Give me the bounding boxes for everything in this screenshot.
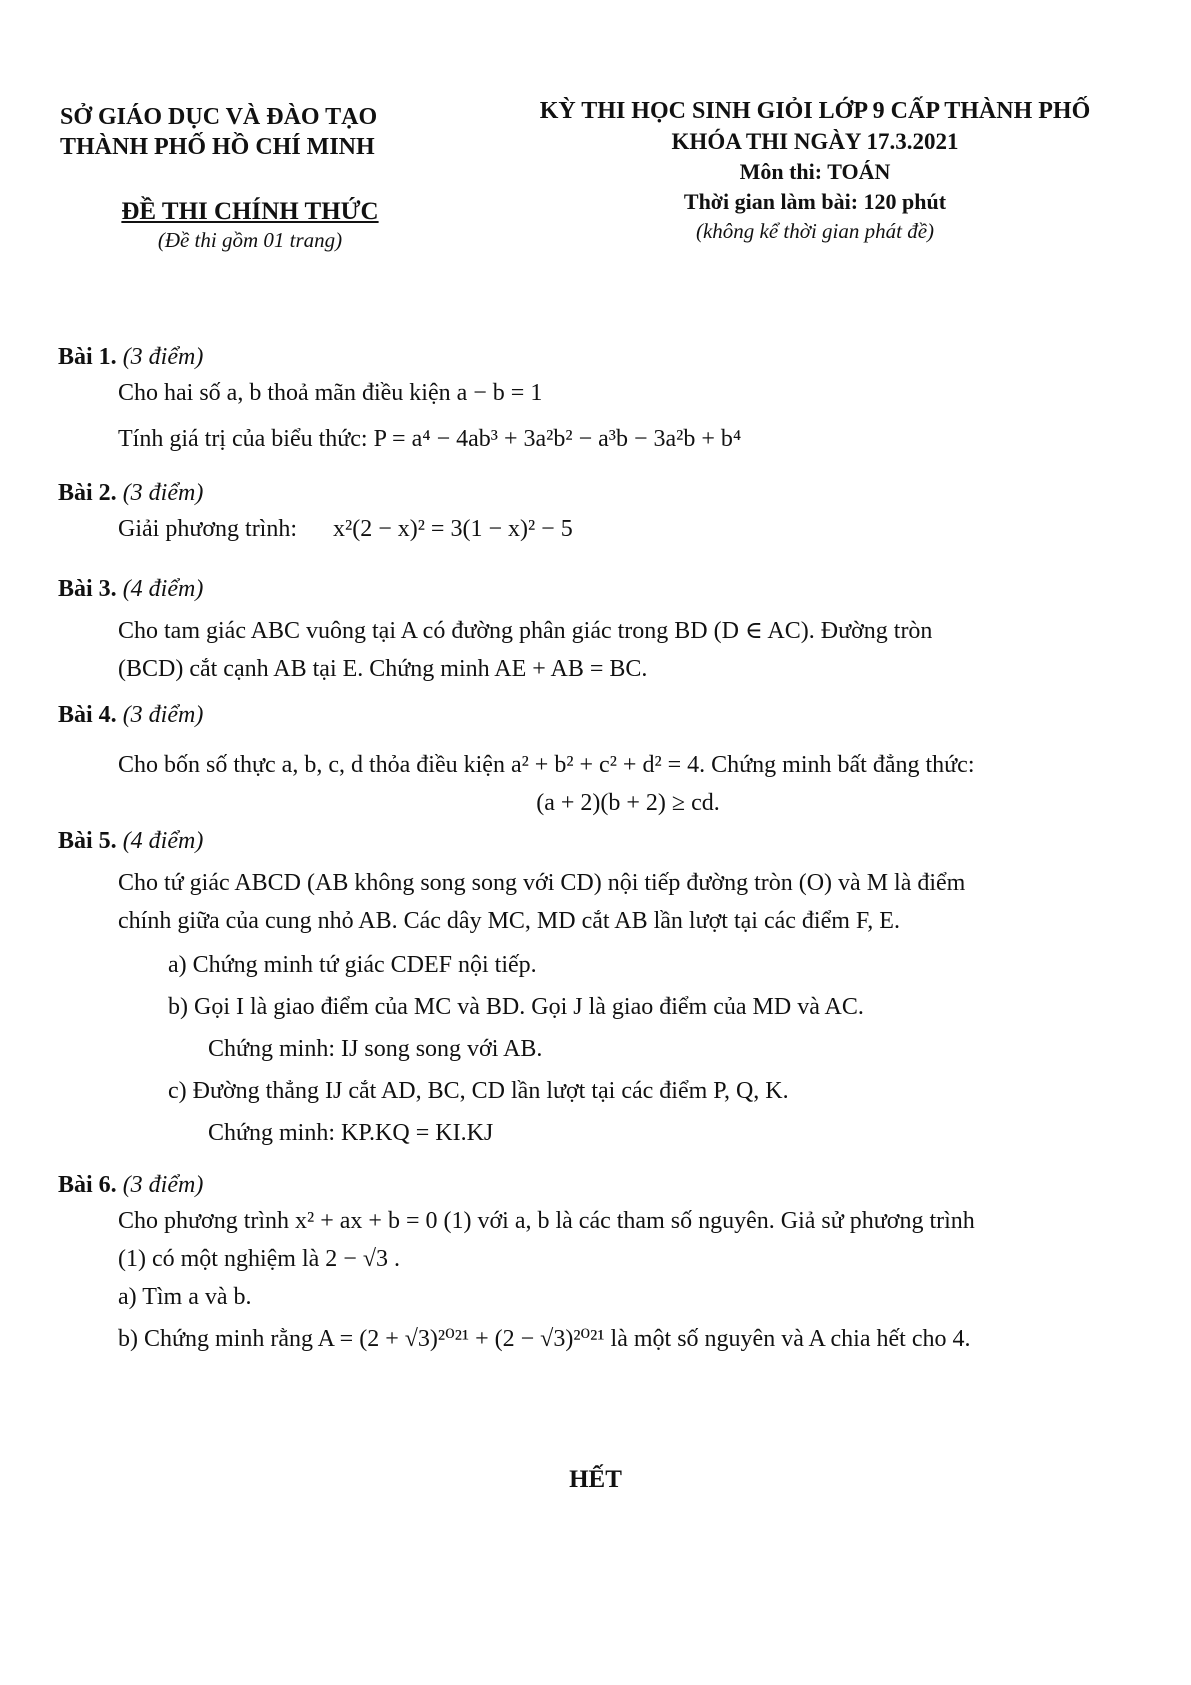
problem-points: (3 điểm) [122, 702, 204, 728]
problem-part-b-claim: Chứng minh: IJ song song với AB. [208, 1036, 543, 1062]
problem-1 [58, 340, 1138, 458]
problem-points: (3 điểm) [122, 1172, 204, 1198]
exam-header [500, 96, 1130, 245]
department-header [60, 102, 440, 162]
problem-6 [58, 1168, 1138, 1358]
problem-text: Tính giá trị của biểu thức: P = a⁴ − 4ab³ + 3a²b² − a³b − 3a²b + b⁴ [118, 426, 742, 452]
problem-title [58, 824, 1138, 858]
end-marker: HẾT [569, 1466, 622, 1493]
problem-part-b: b) Chứng minh rằng A = (2 + √3)²⁰²¹ + (2 − √3)²⁰²¹ là một số nguyên và A chia hết cho 4. [118, 1326, 971, 1352]
exam-duration: Thời gian làm bài: 120 phút [683, 189, 947, 214]
problem-title [58, 1168, 1138, 1202]
problem-label: Bài 4. [58, 702, 117, 728]
official-exam-note: (Đề thi gồm 01 trang) [157, 228, 343, 252]
problem-text: Cho hai số a, b thoả mãn điều kiện a − b = 1 [118, 380, 543, 406]
problem-3 [58, 572, 1138, 688]
problem-title [58, 476, 1138, 510]
problem-points: (3 điểm) [122, 480, 204, 506]
problem-points: (3 điểm) [122, 344, 204, 370]
exam-subject: Môn thi: TOÁN [739, 159, 891, 184]
problem-part-b: b) Gọi I là giao điểm của MC và BD. Gọi J là giao điểm của MD và AC. [168, 994, 864, 1020]
problem-part-c-claim: Chứng minh: KP.KQ = KI.KJ [208, 1120, 494, 1146]
problem-points: (4 điểm) [122, 576, 204, 602]
problem-2 [58, 476, 1138, 548]
problem-list [58, 340, 1138, 1358]
problem-title [58, 340, 1138, 374]
problem-title [58, 572, 1138, 606]
problem-text: Cho bốn số thực a, b, c, d thỏa điều kiện a² + b² + c² + d² = 4. Chứng minh bất đẳng thức: [118, 752, 975, 778]
problem-4 [58, 698, 1138, 822]
problem-text: Cho phương trình x² + ax + b = 0 (1) với a, b là các tham số nguyên. Giả sử phương trình [118, 1208, 975, 1234]
problem-label: Bài 3. [58, 576, 117, 602]
official-exam-title: ĐỀ THI CHÍNH THỨC [121, 198, 379, 225]
problem-part-a: a) Chứng minh tứ giác CDEF nội tiếp. [168, 952, 537, 978]
official-exam-block [60, 198, 440, 253]
problem-5 [58, 824, 1138, 1154]
problem-label: Bài 1. [58, 344, 117, 370]
problem-text: Cho tam giác ABC vuông tại A có đường phân giác trong BD (D ∈ AC). Đường tròn [118, 618, 933, 644]
problem-text: Giải phương trình: x²(2 − x)² = 3(1 − x)² − 5 [118, 516, 573, 542]
exam-duration-note: (không kể thời gian phát đề) [695, 219, 935, 243]
department-line-2: THÀNH PHỐ HỒ CHÍ MINH [60, 134, 375, 160]
exam-date: KHÓA THI NGÀY 17.3.2021 [671, 129, 959, 154]
problem-text: (1) có một nghiệm là 2 − √3 . [118, 1246, 400, 1272]
problem-text: chính giữa của cung nhỏ AB. Các dây MC, MD cắt AB lần lượt tại các điểm F, E. [118, 908, 900, 934]
problem-points: (4 điểm) [122, 828, 204, 854]
problem-text: (BCD) cắt cạnh AB tại E. Chứng minh AE + AB = BC. [118, 656, 648, 682]
problem-part-a: a) Tìm a và b. [118, 1284, 252, 1310]
exam-title: KỲ THI HỌC SINH GIỎI LỚP 9 CẤP THÀNH PHỐ [539, 98, 1091, 124]
problem-label: Bài 2. [58, 480, 117, 506]
problem-text: Cho tứ giác ABCD (AB không song song với CD) nội tiếp đường tròn (O) và M là điểm [118, 870, 966, 896]
department-line-1: SỞ GIÁO DỤC VÀ ĐÀO TẠO [60, 104, 378, 130]
problem-label: Bài 5. [58, 828, 117, 854]
problem-label: Bài 6. [58, 1172, 117, 1198]
problem-part-c: c) Đường thẳng IJ cắt AD, BC, CD lần lượt tại các điểm P, Q, K. [168, 1078, 789, 1104]
problem-title [58, 698, 1138, 732]
problem-inequality: (a + 2)(b + 2) ≥ cd. [536, 790, 720, 816]
